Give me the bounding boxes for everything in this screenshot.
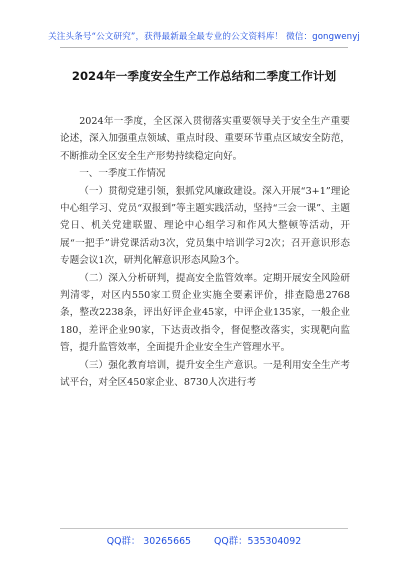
body-paragraph: （二）深入分析研判，提高安全监管效率。定期开展安全风险研判清零，对区内550家工贸企业实施全要素评价，排查隐患2768条，整改2238条，评出好评企业45家，中评企业135家，一般企业180，差评企业90家，下达责改指令，督促整改落实，实现靶向监管，提升监管效率，全面提升企业安全生产管理水平。 [60, 272, 350, 354]
footer-qq-group-1: QQ群： 30265665 [106, 536, 192, 547]
footer-divider [60, 528, 348, 529]
footer [0, 533, 408, 547]
intro-paragraph: 2024年一季度，全区深入贯彻落实重要领导关于安全生产重要论述，深入加强重点领域、重点时段、重要环节重点区域安全防范，不断推动全区安全生产形势持续稳定向好。 [60, 116, 350, 162]
section-heading: 一、一季度工作情况 [79, 168, 166, 180]
promo-banner: 关注头条号“公文研究”，获得最新最全最专业的公文资料库！ 微信：gongwenyj [48, 32, 360, 42]
body-paragraph: （一）贯彻党建引领，狠抓党风廉政建设。深入开展“3+1”理论中心组学习、党员“双报到”等主题实践活动，坚持“三会一课”、主题党日、机关党建联盟、理论中心组学习和作风大整顿等活动，开展“一把手”讲党课活动3次，党员集中培训学习2次；召开意识形态专题会议1次，研判化解意识形态风险3个。 [60, 185, 350, 267]
document-body [60, 113, 350, 392]
header-divider [60, 47, 348, 48]
document-title: 2024年一季度安全生产工作总结和二季度工作计划 [71, 69, 337, 83]
body-paragraph: （三）强化教育培训，提升安全生产意识。一是利用安全生产考试平台，对全区450家企业、8730人次进行考 [60, 359, 350, 389]
footer-qq-group-2: QQ群：535304092 [214, 536, 302, 547]
